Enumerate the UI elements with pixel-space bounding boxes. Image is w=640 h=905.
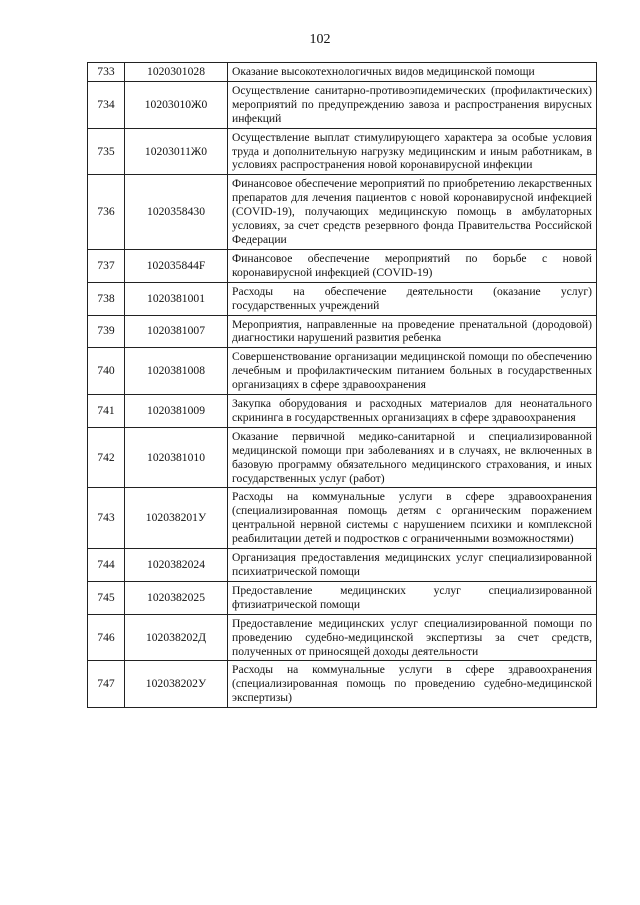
row-description: Расходы на коммунальные услуги в сфере здравоохранения (специализированная помощь по проведению судебно-медицинской экспертизы) [228, 661, 597, 708]
row-description: Расходы на коммунальные услуги в сфере здравоохранения (специализированная помощь детям с органическим поражением центральной нервной системы с нарушением психики и комплексной реабилитации детей и подростков с ограниченными возможностями) [228, 488, 597, 549]
table-row [88, 81, 597, 128]
row-number: 741 [88, 395, 125, 428]
row-number: 743 [88, 488, 125, 549]
table-row [88, 581, 597, 614]
table-row [88, 175, 597, 250]
row-description: Финансовое обеспечение мероприятий по борьбе с новой коронавирусной инфекцией (COVID-19) [228, 249, 597, 282]
table-row [88, 549, 597, 582]
row-number: 740 [88, 348, 125, 395]
row-code: 102038202Д [125, 614, 228, 661]
row-number: 738 [88, 282, 125, 315]
row-number: 744 [88, 549, 125, 582]
row-code: 1020382025 [125, 581, 228, 614]
row-description: Оказание первичной медико-санитарной и специализированной медицинской помощи при заболеваниях и в случаях, не включенных в базовую программу обязательного медицинского страхования, и иных государственных услуг (работ) [228, 427, 597, 488]
row-code: 1020381001 [125, 282, 228, 315]
table-row [88, 661, 597, 708]
table-row [88, 614, 597, 661]
row-code: 1020381007 [125, 315, 228, 348]
row-code: 10203011Ж0 [125, 128, 228, 175]
table-row [88, 249, 597, 282]
row-description: Организация предоставления медицинских услуг специализированной психиатрической помощи [228, 549, 597, 582]
table-row [88, 63, 597, 82]
row-description: Расходы на обеспечение деятельности (оказание услуг) государственных учреждений [228, 282, 597, 315]
row-number: 733 [88, 63, 125, 82]
table-row [88, 315, 597, 348]
row-number: 742 [88, 427, 125, 488]
row-description: Закупка оборудования и расходных материалов для неонатального скрининга в государственных организациях в сфере здравоохранения [228, 395, 597, 428]
row-number: 734 [88, 81, 125, 128]
table-row [88, 282, 597, 315]
row-code: 1020381009 [125, 395, 228, 428]
row-description: Мероприятия, направленные на проведение пренатальной (дородовой) диагностики нарушений развития ребенка [228, 315, 597, 348]
table-row [88, 488, 597, 549]
row-description: Совершенствование организации медицинской помощи по обеспечению лечебным и профилактическим питанием больных в государственных организациях в сфере здравоохранения [228, 348, 597, 395]
row-description: Финансовое обеспечение мероприятий по приобретению лекарственных препаратов для лечения пациентов с новой коронавирусной инфекцией (COVID-19), получающих медицинскую помощь в амбулаторных условиях, за счет средств резервного фонда Правительства Российской Федерации [228, 175, 597, 250]
row-code: 1020301028 [125, 63, 228, 82]
row-number: 736 [88, 175, 125, 250]
row-number: 739 [88, 315, 125, 348]
row-number: 747 [88, 661, 125, 708]
codes-table-body [88, 63, 597, 708]
row-number: 737 [88, 249, 125, 282]
row-code: 1020381008 [125, 348, 228, 395]
row-code: 1020358430 [125, 175, 228, 250]
table-row [88, 128, 597, 175]
page-number: 102 [309, 32, 331, 47]
table-row [88, 395, 597, 428]
row-code: 102038202У [125, 661, 228, 708]
row-description: Осуществление санитарно-противоэпидемических (профилактических) мероприятий по предупреждению завоза и распространения вирусных инфекций [228, 81, 597, 128]
row-code: 1020381010 [125, 427, 228, 488]
row-number: 735 [88, 128, 125, 175]
codes-table [87, 62, 597, 708]
row-description: Оказание высокотехнологичных видов медицинской помощи [228, 63, 597, 82]
row-code: 10203010Ж0 [125, 81, 228, 128]
table-row [88, 348, 597, 395]
row-description: Предоставление медицинских услуг специализированной фтизиатрической помощи [228, 581, 597, 614]
row-number: 746 [88, 614, 125, 661]
row-description: Предоставление медицинских услуг специализированной помощи по проведению судебно-медицинской экспертизы за счет средств, полученных от приносящей доходы деятельности [228, 614, 597, 661]
row-code: 102038201У [125, 488, 228, 549]
row-code: 102035844F [125, 249, 228, 282]
table-row [88, 427, 597, 488]
row-number: 745 [88, 581, 125, 614]
row-code: 1020382024 [125, 549, 228, 582]
row-description: Осуществление выплат стимулирующего характера за особые условия труда и дополнительную нагрузку медицинским и иным работникам, в условиях распространения новой коронавирусной инфекции [228, 128, 597, 175]
